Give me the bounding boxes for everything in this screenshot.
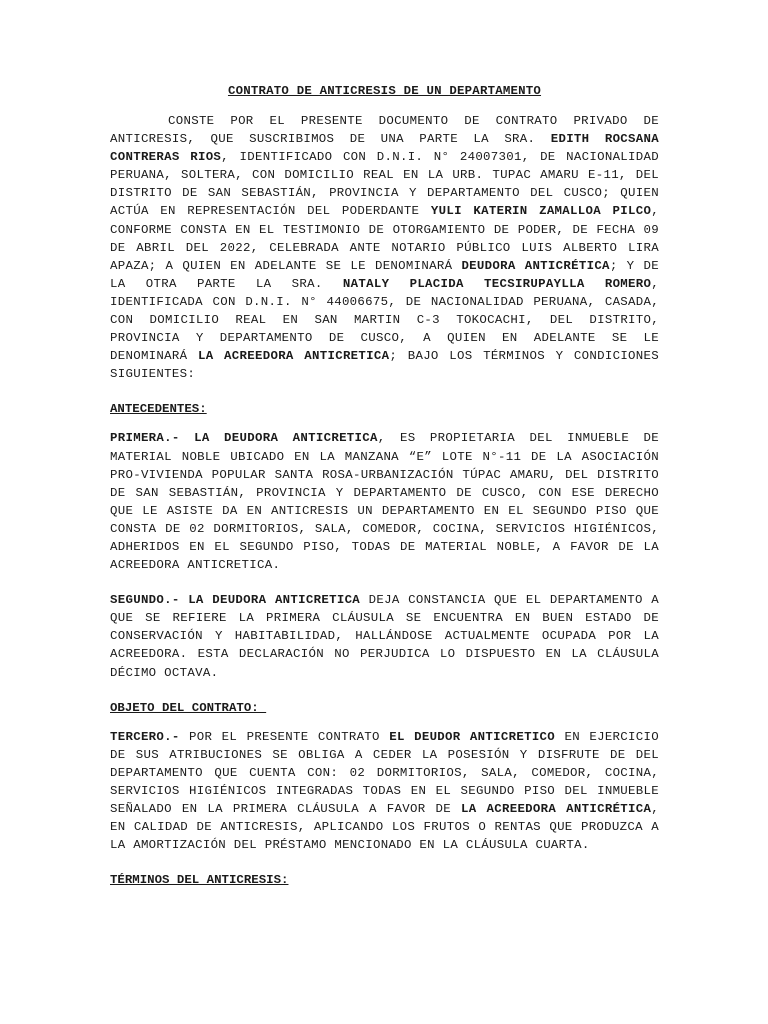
heading-objeto: OBJETO DEL CONTRATO: <box>110 700 267 715</box>
intro-text-3: , CONFORME CONSTA EN EL TESTIMONIO DE OTORGAMIENTO DE PODER, DE FECHA 09 DE ABRIL DEL 2022, CELEBRADA ANTE NOTARIO PÚBLICO LUIS ALBERTO LIRA APAZA; A QUIEN EN ADELANTE SE LE DENOMINARÁ <box>110 204 659 273</box>
tercero-deudor-term: EL DEUDOR ANTICRETICO <box>389 729 556 744</box>
segundo-text: DEJA CONSTANCIA QUE EL DEPARTAMENTO A QUE SE REFIERE LA PRIMERA CLÁUSULA SE ENCUENTRA EN BUEN ESTADO DE CONSERVACIÓN Y HABITABILIDAD, HALLÁNDOSE ACTUALMENTE OCUPADA POR LA ACREEDORA. ESTA DECLARACIÓN NO PERJUDICA LO DISPUESTO EN LA CLÁUSULA DÉCIMO OCTAVA. <box>110 593 659 680</box>
intro-deudora-term: DEUDORA ANTICRÉTICA <box>461 258 610 273</box>
intro-name-edith: EDITH ROCSANA CONTRERAS RIOS <box>110 132 659 165</box>
intro-name-nataly: NATALY PLACIDA TECSIRUPAYLLA ROMERO <box>342 276 652 291</box>
tercero-text-2: EN EJERCICIO DE SUS ATRIBUCIONES SE OBLIGA A CEDER LA POSESIÓN Y DISFRUTE DE DEL DEPARTAMENTO QUE CUENTA CON: 02 DORMITORIOS, SALA, COMEDOR, COCINA, SERVICIOS HIGIÉNICOS INTEGRADAS TODAS EN EL SEGUNDO PISO DEL INMUEBLE SEÑALADO EN LA PRIMERA CLÁUSULA A FAVOR DE <box>110 729 659 816</box>
clause-tercero <box>110 728 659 855</box>
intro-text-6: ; BAJO LOS TÉRMINOS Y CONDICIONES SIGUIENTES: <box>110 349 660 382</box>
primera-text: , ES PROPIETARIA DEL INMUEBLE DE MATERIAL NOBLE UBICADO EN LA MANZANA “E” LOTE N°-11 DE LA ASOCIACIÓN PRO-VIVIENDA POPULAR SANTA ROSA-URBANIZACIÓN TÚPAC AMARU, DEL DISTRITO DE SAN SEBASTIÁN, PROVINCIA Y DEPARTAMENTO DE CUSCO, CON ESE DERECHO QUE LE ASISTE DA EN ANTICRESIS UN DEPARTAMENTO EN EL SEGUNDO PISO QUE CONSTA DE 02 DORMITORIOS, SALA, COMEDOR, COCINA, SERVICIOS HIGIÉNICOS, ADHERIDOS EN EL SEGUNDO PISO, TODAS DE MATERIAL NOBLE, A FAVOR DE LA ACREEDORA ANTICRETICA. <box>110 431 659 573</box>
tercero-acreedora-term: LA ACREEDORA ANTICRÉTICA <box>461 802 652 816</box>
intro-acreedora-term: LA ACREEDORA ANTICRETICA <box>197 349 390 364</box>
tercero-text-1: POR EL PRESENTE CONTRATO <box>179 729 390 744</box>
intro-name-yuli: YULI KATERIN ZAMALLOA PILCO <box>430 204 652 219</box>
segundo-lead: SEGUNDO.- LA DEUDORA ANTICRETICA <box>110 593 361 608</box>
primera-lead: PRIMERA.- LA DEUDORA ANTICRETICA <box>110 431 378 446</box>
intro-text-2: , IDENTIFICADO CON D.N.I. N° 24007301, DE NACIONALIDAD PERUANA, SOLTERA, CON DOMICILIO REAL EN LA URB. TUPAC AMARU E-11, DEL DISTRITO DE SAN SEBASTIÁN, PROVINCIA Y DEPARTAMENTO DEL CUSCO; QUIEN ACTÚA EN REPRESENTACIÓN DEL PODERDANTE <box>110 150 659 219</box>
heading-antecedentes: ANTECEDENTES: <box>110 402 207 417</box>
heading-terminos: TÉRMINOS DEL ANTICRESIS: <box>110 873 289 888</box>
clause-segundo <box>110 591 659 681</box>
document-title: CONTRATO DE ANTICRESIS DE UN DEPARTAMENTO <box>227 84 542 98</box>
intro-paragraph <box>110 112 659 383</box>
tercero-text-3: , EN CALIDAD DE ANTICRESIS, APLICANDO LOS FRUTOS O RENTAS QUE PRODUZCA A LA AMORTIZACIÓN DEL PRÉSTAMO MENCIONADO EN LA CLÁUSULA CUARTA. <box>110 802 659 853</box>
clause-primera <box>110 429 659 574</box>
intro-text-5: , IDENTIFICADA CON D.N.I. N° 44006675, DE NACIONALIDAD PERUANA, CASADA, CON DOMICILIO REAL EN SAN MARTIN C-3 TOKOCACHI, DEL DISTRITO, PROVINCIA Y DEPARTAMENTO DE CUSCO, A QUIEN EN ADELANTE SE LE DENOMINARÁ <box>110 276 660 364</box>
tercero-lead: TERCERO.- <box>110 729 180 744</box>
intro-text-4: ; Y DE LA OTRA PARTE LA SRA. <box>110 258 659 291</box>
intro-text-1: CONSTE POR EL PRESENTE DOCUMENTO DE CONTRATO PRIVADO DE ANTICRESIS, QUE SUSCRIBIMOS DE UNA PARTE LA SRA. <box>110 114 659 147</box>
